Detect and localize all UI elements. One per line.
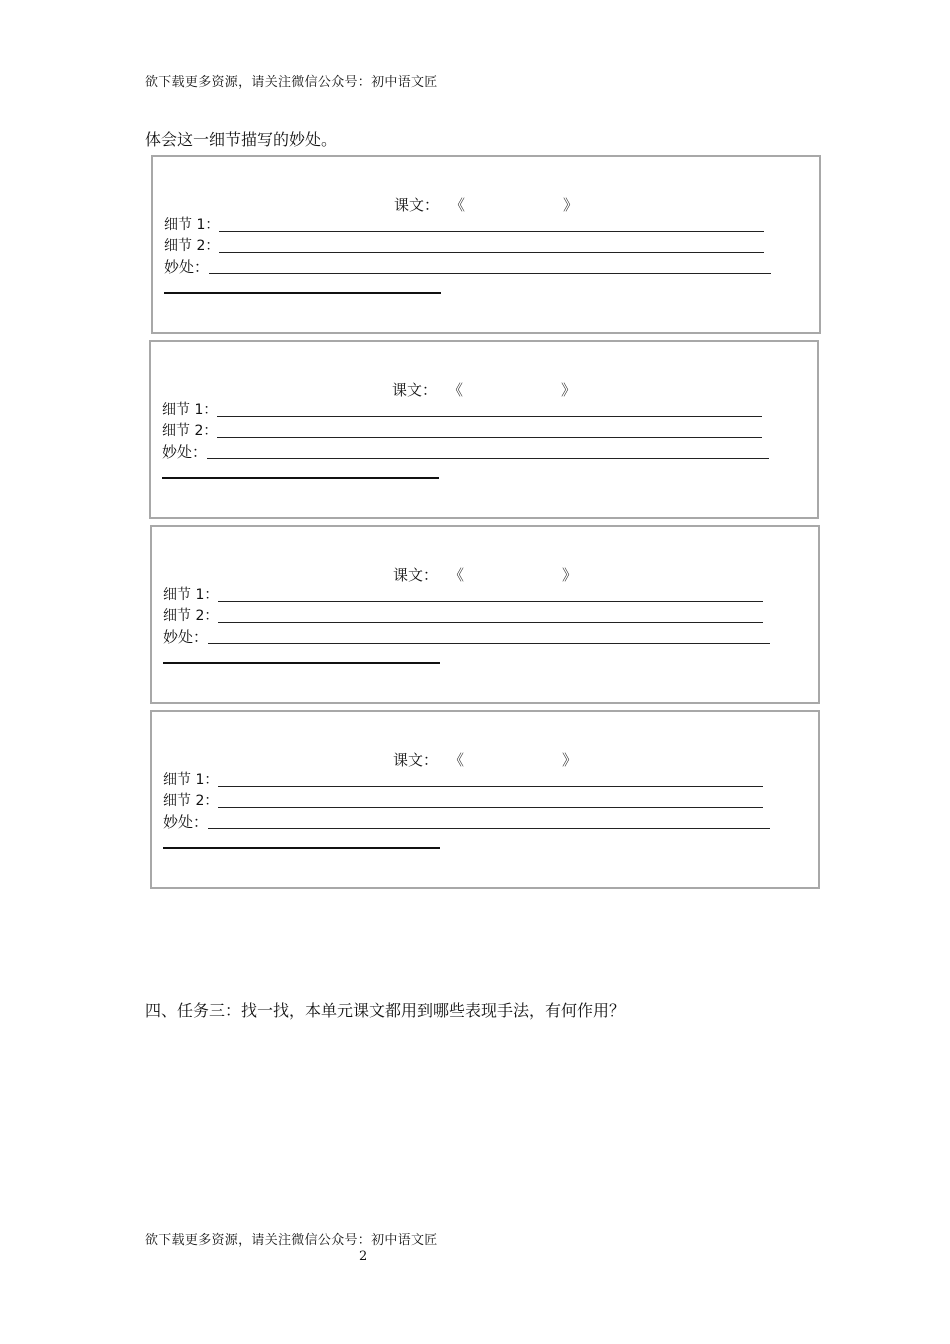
detail-2-answer-line[interactable]: [217, 437, 762, 438]
detail-2-row: [163, 790, 763, 810]
open-quote: 《: [448, 381, 464, 399]
lesson-label: 课文：: [392, 381, 438, 399]
close-quote: 》: [562, 566, 578, 584]
worksheet-box-3: [150, 525, 820, 704]
detail-1-answer-line[interactable]: [219, 231, 764, 232]
intro-instruction: 体会这一细节描写的妙处。: [145, 130, 338, 149]
detail-2-answer-line[interactable]: [218, 622, 763, 623]
open-quote: 《: [450, 196, 466, 214]
effect-answer-line[interactable]: [207, 458, 769, 459]
close-quote: 》: [563, 196, 579, 214]
detail-2-label: 细节 2：: [164, 238, 220, 254]
effect-answer-line[interactable]: [208, 643, 770, 644]
effect-row: [162, 441, 769, 461]
effect-row: [164, 256, 771, 276]
detail-1-row: [163, 769, 763, 789]
effect-continuation-line[interactable]: [164, 292, 441, 294]
detail-2-row: [163, 605, 763, 625]
page-header: 欲下载更多资源，请关注微信公众号：初中语文匠: [145, 75, 438, 90]
open-quote: 《: [449, 566, 465, 584]
close-quote: 》: [561, 381, 577, 399]
effect-continuation-line[interactable]: [163, 662, 440, 664]
effect-label: 妙处：: [163, 628, 209, 646]
effect-continuation-line[interactable]: [163, 847, 440, 849]
detail-1-answer-line[interactable]: [218, 786, 763, 787]
worksheet-box-1: [151, 155, 821, 334]
effect-answer-line[interactable]: [208, 828, 770, 829]
page-footer: 欲下载更多资源，请关注微信公众号：初中语文匠: [145, 1233, 438, 1248]
detail-2-row: [162, 420, 762, 440]
detail-2-label: 细节 2：: [163, 793, 219, 809]
detail-2-label: 细节 2：: [162, 423, 218, 439]
detail-2-answer-line[interactable]: [218, 807, 763, 808]
detail-1-label: 细节 1：: [163, 587, 219, 603]
lesson-label: 课文：: [393, 751, 439, 769]
detail-1-row: [163, 584, 763, 604]
effect-row: [163, 811, 770, 831]
worksheet-box-2: [149, 340, 819, 519]
effect-row: [163, 626, 770, 646]
detail-2-answer-line[interactable]: [219, 252, 764, 253]
effect-label: 妙处：: [162, 443, 208, 461]
lesson-label: 课文：: [393, 566, 439, 584]
detail-1-label: 细节 1：: [162, 402, 218, 418]
detail-1-row: [164, 214, 764, 234]
detail-1-row: [162, 399, 762, 419]
detail-1-label: 细节 1：: [164, 217, 220, 233]
page-number: 2: [359, 1249, 368, 1264]
detail-2-label: 细节 2：: [163, 608, 219, 624]
worksheet-box-4: [150, 710, 820, 889]
close-quote: 》: [562, 751, 578, 769]
open-quote: 《: [449, 751, 465, 769]
task-three-heading: 四、任务三：找一找，本单元课文都用到哪些表现手法，有何作用？: [145, 1001, 626, 1020]
detail-1-label: 细节 1：: [163, 772, 219, 788]
detail-2-row: [164, 235, 764, 255]
effect-label: 妙处：: [164, 258, 210, 276]
detail-1-answer-line[interactable]: [217, 416, 762, 417]
lesson-label: 课文：: [394, 196, 440, 214]
effect-answer-line[interactable]: [209, 273, 771, 274]
effect-label: 妙处：: [163, 813, 209, 831]
effect-continuation-line[interactable]: [162, 477, 439, 479]
detail-1-answer-line[interactable]: [218, 601, 763, 602]
